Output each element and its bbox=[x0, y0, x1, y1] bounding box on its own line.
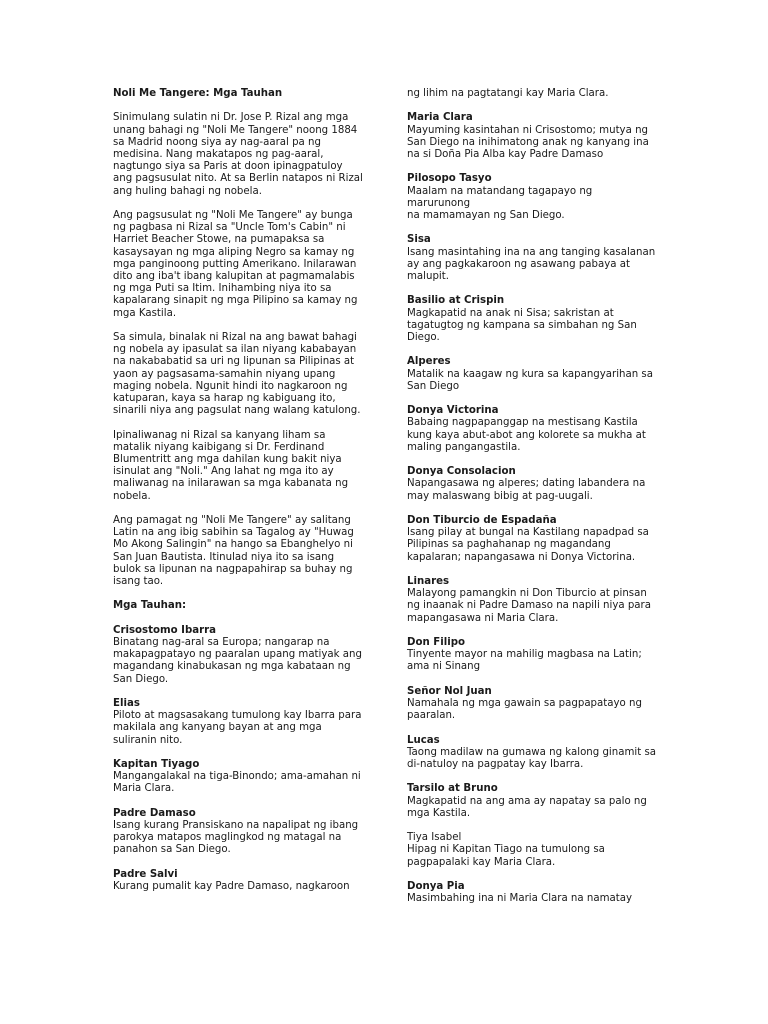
character-name: Donya Consolacion bbox=[407, 466, 516, 478]
character-description: Napangasawa ng alperes; dating labandera na may malaswang bibig at pag-uugali. bbox=[407, 478, 646, 502]
character-name: Tarsilo at Bruno bbox=[407, 783, 498, 795]
intro-paragraph-5: Ang pamagat ng "Noli Me Tangere" ay salitang Latin na ang ibig sabihin sa Tagalog ay "Huwag Mo Akong Salingin" na hango sa Ebanghelyo ni San Juan Bautista. Itinulad niya ito sa isang bulok sa lipunan na nagpapahirap sa buhay ng isang tao. bbox=[113, 515, 354, 588]
character-name: Basilio at Crispin bbox=[407, 295, 505, 307]
character-entry bbox=[113, 759, 373, 796]
left-column bbox=[113, 88, 373, 905]
character-entry bbox=[113, 869, 373, 893]
character-name: Donya Pia bbox=[407, 880, 465, 892]
character-description: Isang pilay at bungal na Kastilang napadpad sa Pilipinas sa paghahanap ng magandang kapalaran; napangasawa ni Donya Victorina. bbox=[407, 527, 649, 563]
character-name: Crisostomo Ibarra bbox=[113, 624, 217, 636]
right-column bbox=[407, 88, 657, 918]
character-description: Mangangalakal na tiga-Binondo; ama-amahan ni Maria Clara. bbox=[113, 771, 361, 795]
character-entry bbox=[407, 234, 657, 283]
character-description: Babaing nagpapanggap na mestisang Kastila kung kaya abut-abot ang kolorete sa mukha at maling pangangastila. bbox=[407, 417, 646, 453]
character-entry bbox=[407, 637, 657, 674]
character-entry bbox=[407, 576, 657, 625]
character-description: Magkapatid na anak ni Sisa; sakristan at tagatugtog ng kampana sa simbahan ng San Diego. bbox=[407, 307, 637, 343]
character-description: Namahala ng mga gawain sa pagpapatayo ng paaralan. bbox=[407, 697, 642, 722]
character-description: Matalik na kaagaw ng kura sa kapangyarihan sa San Diego bbox=[407, 368, 653, 392]
character-name: Linares bbox=[407, 575, 450, 587]
character-name: Elias bbox=[113, 698, 140, 710]
character-entry bbox=[407, 881, 657, 905]
character-name: Donya Victorina bbox=[407, 405, 499, 417]
character-name: Don Filipo bbox=[407, 636, 465, 648]
character-entry bbox=[407, 832, 657, 869]
intro-paragraph-4: Ipinaliwanag ni Rizal sa kanyang liham sa matalik niyang kaibigang si Dr. Ferdinand Blumentritt ang mga dahilan kung bakit niya isinulat ang "Noli." Ang lahat ng mga ito ay maliwanag na inilarawan sa mga kabanata ng nobela. bbox=[113, 429, 349, 502]
character-description: Hipag ni Kapitan Tiago na tumulong sa pagpapalaki kay Maria Clara. bbox=[407, 844, 605, 868]
character-entry bbox=[407, 356, 657, 393]
character-entry bbox=[113, 698, 373, 747]
character-description: Kurang pumalit kay Padre Damaso, nagkaroon bbox=[113, 881, 350, 893]
intro-paragraph-2: Ang pagsusulat ng "Noli Me Tangere" ay bunga ng pagbasa ni Rizal sa "Uncle Tom's Cabin" ni Harriet Beacher Stowe, na pumapaksa sa kasaysayan ng mga aliping Negro sa kamay ng mga panginoong putting Amerikano. Inilarawan dito ang iba't ibang kalupitan at pagmamalabis ng mga Puti sa Itim. Inihambing niya ito sa kapalarang sinapit ng mga Pilipino sa kamay ng mga Kastila. bbox=[113, 210, 358, 319]
character-name: Padre Salvi bbox=[113, 868, 178, 880]
character-entry bbox=[407, 112, 657, 161]
character-description: Masimbahing ina ni Maria Clara na namatay bbox=[407, 893, 633, 905]
character-name: Padre Damaso bbox=[113, 807, 196, 819]
character-entry bbox=[407, 405, 657, 454]
character-description: Isang masintahing ina na ang tanging kasalanan ay ang pagkakaroon ng asawang pabaya at malupit. bbox=[407, 246, 656, 282]
character-name: Alperes bbox=[407, 356, 451, 368]
character-entry bbox=[407, 173, 657, 222]
character-entry bbox=[407, 295, 657, 344]
character-entry bbox=[407, 466, 657, 503]
character-name: Tiya Isabel bbox=[407, 832, 462, 844]
character-description: Isang kurang Pransiskano na napalipat ng ibang parokya matapos maglingkod ng matagal na panahon sa San Diego. bbox=[113, 820, 359, 856]
continued-description: ng lihim na pagtatangi kay Maria Clara. bbox=[407, 88, 609, 99]
character-description: Binatang nag-aral sa Europa; nangarap na makapagpatayo ng paaralan upang matiyak ang magandang kinabukasan ng mga kabataan ng San Diego. bbox=[113, 637, 362, 685]
character-description: Piloto at magsasakang tumulong kay Ibarra para makilala ang kanyang bayan at ang mga suliranin nito. bbox=[113, 710, 362, 746]
character-description: Taong madilaw na gumawa ng kalong ginamit sa di-natuloy na pagpatay kay Ibarra. bbox=[407, 746, 657, 770]
character-name: Pilosopo Tasyo bbox=[407, 173, 492, 185]
character-description: Malayong pamangkin ni Don Tiburcio at pinsan ng inaanak ni Padre Damaso na napili niya para mapangasawa ni Maria Clara. bbox=[407, 588, 651, 624]
intro-paragraph-1: Sinimulang sulatin ni Dr. Jose P. Rizal ang mga unang bahagi ng "Noli Me Tangere" noong 1884 sa Madrid noong siya ay nag-aaral pa ng medisina. Nang makatapos ng pag-aaral, nagtungo siya sa Paris at doon ipinagpatuloy ang pagsusulat nito. At sa Berlin natapos ni Rizal ang huling bahagi ng nobela. bbox=[113, 112, 363, 197]
character-entry bbox=[407, 735, 657, 772]
document-title: Noli Me Tangere: Mga Tauhan bbox=[113, 88, 283, 99]
character-name: Señor Nol Juan bbox=[407, 685, 492, 697]
character-name: Sisa bbox=[407, 234, 431, 246]
character-name: Lucas bbox=[407, 734, 440, 746]
character-name: Don Tiburcio de Espadaña bbox=[407, 514, 557, 526]
character-name: Kapitan Tiyago bbox=[113, 759, 200, 771]
character-entry bbox=[407, 686, 657, 723]
character-entry bbox=[113, 625, 373, 686]
character-description: Tinyente mayor na mahilig magbasa na Latin; ama ni Sinang bbox=[407, 649, 642, 673]
character-description: Maalam na matandang tagapayo ng marurunong na mamamayan ng San Diego. bbox=[407, 185, 593, 221]
intro-paragraph-3: Sa simula, binalak ni Rizal na ang bawat bahagi ng nobela ay ipasulat sa ilan niyang kababayan na nakababatid sa uri ng lipunan sa Pilipinas at yaon ay pagsasama-samahin niyang upang maging nobela. Ngunit hindi ito nagkaroon ng katuparan, kaya sa harap ng kabiguang ito, sinarili niya ang pagsulat nang walang katulong. bbox=[113, 332, 361, 417]
character-entry bbox=[407, 783, 657, 820]
character-description: Mayuming kasintahan ni Crisostomo; mutya ng San Diego na inihimatong anak ng kanyang ina na si Doña Pia Alba kay Padre Damaso bbox=[407, 124, 649, 160]
character-name: Maria Clara bbox=[407, 112, 473, 124]
characters-heading: Mga Tauhan: bbox=[113, 600, 187, 612]
character-entry bbox=[113, 808, 373, 857]
character-entry bbox=[407, 515, 657, 564]
character-description: Magkapatid na ang ama ay napatay sa palo ng mga Kastila. bbox=[407, 795, 647, 819]
